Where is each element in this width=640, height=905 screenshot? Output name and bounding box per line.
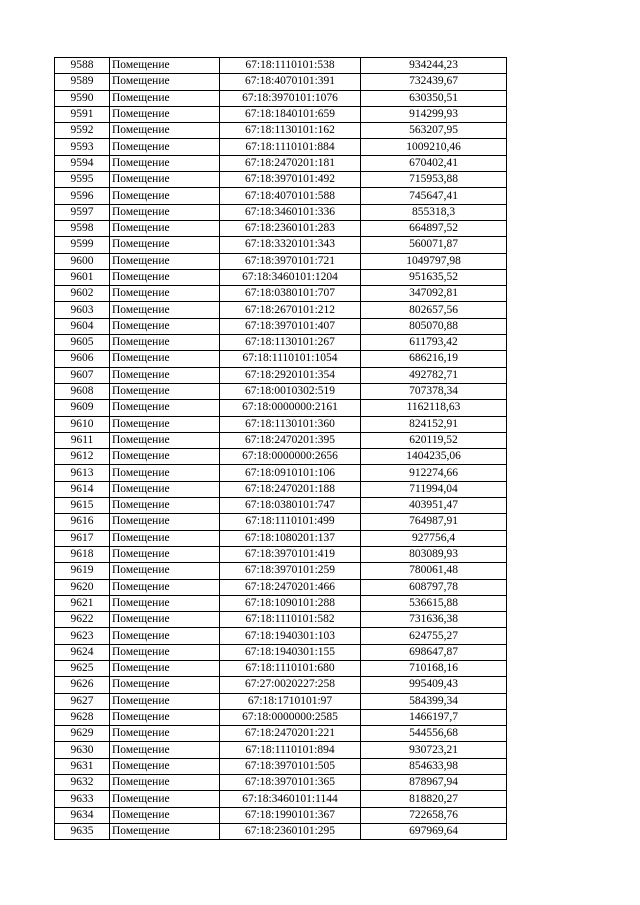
table-row xyxy=(55,514,507,530)
cadastral-number-cell: 67:18:3460101:1144 xyxy=(220,791,361,807)
cadastral-value-cell: 620119,52 xyxy=(361,432,507,448)
object-type-cell: Помещение xyxy=(110,791,220,807)
object-type-cell: Помещение xyxy=(110,139,220,155)
object-type-cell: Помещение xyxy=(110,449,220,465)
object-type-cell: Помещение xyxy=(110,563,220,579)
cadastral-number-cell: 67:18:0000000:2161 xyxy=(220,400,361,416)
cadastral-value-cell: 802657,56 xyxy=(361,302,507,318)
cadastral-value-cell: 1404235,06 xyxy=(361,449,507,465)
cadastral-number-cell: 67:18:2470201:221 xyxy=(220,726,361,742)
row-number-cell: 9591 xyxy=(55,106,110,122)
cadastral-number-cell: 67:18:2470201:188 xyxy=(220,481,361,497)
cadastral-number-cell: 67:18:2470201:181 xyxy=(220,155,361,171)
row-number-cell: 9616 xyxy=(55,514,110,530)
object-type-cell: Помещение xyxy=(110,253,220,269)
cadastral-value-cell: 347092,81 xyxy=(361,286,507,302)
cadastral-value-cell: 805070,88 xyxy=(361,318,507,334)
table-row xyxy=(55,400,507,416)
row-number-cell: 9596 xyxy=(55,188,110,204)
table-row xyxy=(55,677,507,693)
table-row xyxy=(55,498,507,514)
row-number-cell: 9628 xyxy=(55,709,110,725)
cadastral-value-cell: 722658,76 xyxy=(361,807,507,823)
object-type-cell: Помещение xyxy=(110,155,220,171)
cadastral-number-cell: 67:18:2360101:283 xyxy=(220,220,361,236)
cadastral-value-cell: 1466197,7 xyxy=(361,709,507,725)
table-row xyxy=(55,335,507,351)
cadastral-number-cell: 67:18:1110101:499 xyxy=(220,514,361,530)
object-type-cell: Помещение xyxy=(110,58,220,74)
table-row xyxy=(55,791,507,807)
row-number-cell: 9630 xyxy=(55,742,110,758)
cadastral-number-cell: 67:18:1090101:288 xyxy=(220,595,361,611)
row-number-cell: 9627 xyxy=(55,693,110,709)
row-number-cell: 9609 xyxy=(55,400,110,416)
table-row xyxy=(55,74,507,90)
object-type-cell: Помещение xyxy=(110,172,220,188)
object-type-cell: Помещение xyxy=(110,693,220,709)
object-type-cell: Помещение xyxy=(110,367,220,383)
cadastral-value-cell: 707378,34 xyxy=(361,383,507,399)
table-row xyxy=(55,742,507,758)
table-row xyxy=(55,546,507,562)
row-number-cell: 9635 xyxy=(55,823,110,839)
row-number-cell: 9617 xyxy=(55,530,110,546)
row-number-cell: 9634 xyxy=(55,807,110,823)
row-number-cell: 9594 xyxy=(55,155,110,171)
cadastral-value-cell: 711994,04 xyxy=(361,481,507,497)
row-number-cell: 9600 xyxy=(55,253,110,269)
row-number-cell: 9611 xyxy=(55,432,110,448)
object-type-cell: Помещение xyxy=(110,595,220,611)
cadastral-number-cell: 67:27:0020227:258 xyxy=(220,677,361,693)
table-row xyxy=(55,465,507,481)
cadastral-number-cell: 67:18:0010302:519 xyxy=(220,383,361,399)
row-number-cell: 9610 xyxy=(55,416,110,432)
cadastral-value-cell: 818820,27 xyxy=(361,791,507,807)
row-number-cell: 9595 xyxy=(55,172,110,188)
cadastral-value-cell: 930723,21 xyxy=(361,742,507,758)
table-row xyxy=(55,106,507,122)
object-type-cell: Помещение xyxy=(110,400,220,416)
row-number-cell: 9629 xyxy=(55,726,110,742)
object-type-cell: Помещение xyxy=(110,351,220,367)
object-type-cell: Помещение xyxy=(110,823,220,839)
cadastral-value-cell: 664897,52 xyxy=(361,220,507,236)
cadastral-number-cell: 67:18:2920101:354 xyxy=(220,367,361,383)
object-type-cell: Помещение xyxy=(110,546,220,562)
cadastral-value-cell: 731636,38 xyxy=(361,612,507,628)
cadastral-number-cell: 67:18:1710101:97 xyxy=(220,693,361,709)
row-number-cell: 9615 xyxy=(55,498,110,514)
row-number-cell: 9623 xyxy=(55,628,110,644)
cadastral-number-cell: 67:18:1080201:137 xyxy=(220,530,361,546)
table-row xyxy=(55,237,507,253)
cadastral-number-cell: 67:18:3970101:407 xyxy=(220,318,361,334)
table-row xyxy=(55,367,507,383)
table-row xyxy=(55,318,507,334)
object-type-cell: Помещение xyxy=(110,807,220,823)
row-number-cell: 9607 xyxy=(55,367,110,383)
row-number-cell: 9599 xyxy=(55,237,110,253)
row-number-cell: 9606 xyxy=(55,351,110,367)
cadastral-number-cell: 67:18:0000000:2656 xyxy=(220,449,361,465)
cadastral-number-cell: 67:18:0380101:707 xyxy=(220,286,361,302)
cadastral-number-cell: 67:18:2360101:295 xyxy=(220,823,361,839)
row-number-cell: 9621 xyxy=(55,595,110,611)
table-row xyxy=(55,286,507,302)
object-type-cell: Помещение xyxy=(110,775,220,791)
cadastral-number-cell: 67:18:2470201:466 xyxy=(220,579,361,595)
cadastral-number-cell: 67:18:1110101:538 xyxy=(220,58,361,74)
table-row xyxy=(55,563,507,579)
object-type-cell: Помещение xyxy=(110,628,220,644)
cadastral-number-cell: 67:18:1990101:367 xyxy=(220,807,361,823)
cadastral-number-cell: 67:18:3320101:343 xyxy=(220,237,361,253)
cadastral-number-cell: 67:18:3460101:1204 xyxy=(220,269,361,285)
object-type-cell: Помещение xyxy=(110,726,220,742)
row-number-cell: 9588 xyxy=(55,58,110,74)
cadastral-value-cell: 710168,16 xyxy=(361,660,507,676)
object-type-cell: Помещение xyxy=(110,742,220,758)
object-type-cell: Помещение xyxy=(110,709,220,725)
cadastral-number-cell: 67:18:1110101:894 xyxy=(220,742,361,758)
cadastral-value-cell: 854633,98 xyxy=(361,758,507,774)
table-row xyxy=(55,253,507,269)
cadastral-value-cell: 563207,95 xyxy=(361,123,507,139)
cadastral-value-cell: 536615,88 xyxy=(361,595,507,611)
table-row xyxy=(55,726,507,742)
cadastral-value-cell: 670402,41 xyxy=(361,155,507,171)
object-type-cell: Помещение xyxy=(110,758,220,774)
table-row xyxy=(55,188,507,204)
cadastral-number-cell: 67:18:1940301:155 xyxy=(220,644,361,660)
cadastral-number-cell: 67:18:3970101:365 xyxy=(220,775,361,791)
cadastral-value-cell: 914299,93 xyxy=(361,106,507,122)
cadastral-number-cell: 67:18:4070101:588 xyxy=(220,188,361,204)
table-row xyxy=(55,758,507,774)
object-type-cell: Помещение xyxy=(110,220,220,236)
row-number-cell: 9604 xyxy=(55,318,110,334)
cadastral-number-cell: 67:18:2470201:395 xyxy=(220,432,361,448)
cadastral-number-cell: 67:18:3970101:721 xyxy=(220,253,361,269)
object-type-cell: Помещение xyxy=(110,302,220,318)
object-type-cell: Помещение xyxy=(110,106,220,122)
object-type-cell: Помещение xyxy=(110,644,220,660)
cadastral-number-cell: 67:18:1130101:360 xyxy=(220,416,361,432)
cadastral-value-cell: 715953,88 xyxy=(361,172,507,188)
object-type-cell: Помещение xyxy=(110,677,220,693)
table-row xyxy=(55,579,507,595)
cadastral-number-cell: 67:18:1110101:1054 xyxy=(220,351,361,367)
cadastral-number-cell: 67:18:3970101:492 xyxy=(220,172,361,188)
table-row xyxy=(55,204,507,220)
row-number-cell: 9620 xyxy=(55,579,110,595)
row-number-cell: 9608 xyxy=(55,383,110,399)
cadastral-number-cell: 67:18:1130101:162 xyxy=(220,123,361,139)
table-row xyxy=(55,123,507,139)
cadastral-value-cell: 697969,64 xyxy=(361,823,507,839)
cadastral-value-cell: 560071,87 xyxy=(361,237,507,253)
cadastral-table xyxy=(54,57,507,840)
cadastral-value-cell: 611793,42 xyxy=(361,335,507,351)
row-number-cell: 9601 xyxy=(55,269,110,285)
table-body xyxy=(55,58,507,840)
table-row xyxy=(55,302,507,318)
table-row xyxy=(55,595,507,611)
table-row xyxy=(55,269,507,285)
cadastral-number-cell: 67:18:3460101:336 xyxy=(220,204,361,220)
cadastral-number-cell: 67:18:1130101:267 xyxy=(220,335,361,351)
table-row xyxy=(55,90,507,106)
row-number-cell: 9598 xyxy=(55,220,110,236)
table-row xyxy=(55,660,507,676)
cadastral-number-cell: 67:18:0380101:747 xyxy=(220,498,361,514)
cadastral-value-cell: 745647,41 xyxy=(361,188,507,204)
table-row xyxy=(55,220,507,236)
table-row xyxy=(55,775,507,791)
cadastral-value-cell: 951635,52 xyxy=(361,269,507,285)
cadastral-value-cell: 855318,3 xyxy=(361,204,507,220)
cadastral-value-cell: 803089,93 xyxy=(361,546,507,562)
object-type-cell: Помещение xyxy=(110,318,220,334)
table-row xyxy=(55,530,507,546)
row-number-cell: 9624 xyxy=(55,644,110,660)
cadastral-number-cell: 67:18:1110101:582 xyxy=(220,612,361,628)
row-number-cell: 9633 xyxy=(55,791,110,807)
object-type-cell: Помещение xyxy=(110,481,220,497)
object-type-cell: Помещение xyxy=(110,74,220,90)
table-row xyxy=(55,416,507,432)
row-number-cell: 9603 xyxy=(55,302,110,318)
object-type-cell: Помещение xyxy=(110,612,220,628)
row-number-cell: 9625 xyxy=(55,660,110,676)
row-number-cell: 9613 xyxy=(55,465,110,481)
object-type-cell: Помещение xyxy=(110,465,220,481)
cadastral-value-cell: 624755,27 xyxy=(361,628,507,644)
cadastral-number-cell: 67:18:4070101:391 xyxy=(220,74,361,90)
table-row xyxy=(55,823,507,839)
object-type-cell: Помещение xyxy=(110,514,220,530)
table-row xyxy=(55,172,507,188)
cadastral-value-cell: 608797,78 xyxy=(361,579,507,595)
object-type-cell: Помещение xyxy=(110,123,220,139)
object-type-cell: Помещение xyxy=(110,188,220,204)
cadastral-value-cell: 995409,43 xyxy=(361,677,507,693)
object-type-cell: Помещение xyxy=(110,530,220,546)
object-type-cell: Помещение xyxy=(110,383,220,399)
cadastral-number-cell: 67:18:1840101:659 xyxy=(220,106,361,122)
table-row xyxy=(55,383,507,399)
cadastral-number-cell: 67:18:3970101:419 xyxy=(220,546,361,562)
cadastral-number-cell: 67:18:0000000:2585 xyxy=(220,709,361,725)
cadastral-value-cell: 1009210,46 xyxy=(361,139,507,155)
table-row xyxy=(55,693,507,709)
cadastral-value-cell: 934244,23 xyxy=(361,58,507,74)
cadastral-value-cell: 686216,19 xyxy=(361,351,507,367)
row-number-cell: 9626 xyxy=(55,677,110,693)
row-number-cell: 9612 xyxy=(55,449,110,465)
row-number-cell: 9622 xyxy=(55,612,110,628)
row-number-cell: 9590 xyxy=(55,90,110,106)
row-number-cell: 9602 xyxy=(55,286,110,302)
table-row xyxy=(55,644,507,660)
object-type-cell: Помещение xyxy=(110,579,220,595)
table-row xyxy=(55,58,507,74)
table-row xyxy=(55,432,507,448)
object-type-cell: Помещение xyxy=(110,660,220,676)
cadastral-number-cell: 67:18:1110101:884 xyxy=(220,139,361,155)
object-type-cell: Помещение xyxy=(110,335,220,351)
table-row xyxy=(55,807,507,823)
table-row xyxy=(55,628,507,644)
object-type-cell: Помещение xyxy=(110,416,220,432)
table-row xyxy=(55,351,507,367)
cadastral-value-cell: 544556,68 xyxy=(361,726,507,742)
object-type-cell: Помещение xyxy=(110,90,220,106)
object-type-cell: Помещение xyxy=(110,432,220,448)
cadastral-number-cell: 67:18:3970101:1076 xyxy=(220,90,361,106)
object-type-cell: Помещение xyxy=(110,204,220,220)
cadastral-number-cell: 67:18:3970101:505 xyxy=(220,758,361,774)
table-row xyxy=(55,449,507,465)
row-number-cell: 9589 xyxy=(55,74,110,90)
row-number-cell: 9597 xyxy=(55,204,110,220)
cadastral-number-cell: 67:18:2670101:212 xyxy=(220,302,361,318)
cadastral-value-cell: 698647,87 xyxy=(361,644,507,660)
cadastral-number-cell: 67:18:1940301:103 xyxy=(220,628,361,644)
object-type-cell: Помещение xyxy=(110,269,220,285)
table-row xyxy=(55,612,507,628)
row-number-cell: 9605 xyxy=(55,335,110,351)
cadastral-value-cell: 780061,48 xyxy=(361,563,507,579)
row-number-cell: 9631 xyxy=(55,758,110,774)
cadastral-value-cell: 403951,47 xyxy=(361,498,507,514)
cadastral-value-cell: 912274,66 xyxy=(361,465,507,481)
row-number-cell: 9593 xyxy=(55,139,110,155)
cadastral-number-cell: 67:18:3970101:259 xyxy=(220,563,361,579)
cadastral-value-cell: 927756,4 xyxy=(361,530,507,546)
row-number-cell: 9592 xyxy=(55,123,110,139)
row-number-cell: 9619 xyxy=(55,563,110,579)
row-number-cell: 9632 xyxy=(55,775,110,791)
cadastral-value-cell: 878967,94 xyxy=(361,775,507,791)
cadastral-value-cell: 1162118,63 xyxy=(361,400,507,416)
row-number-cell: 9618 xyxy=(55,546,110,562)
table-row xyxy=(55,481,507,497)
cadastral-number-cell: 67:18:1110101:680 xyxy=(220,660,361,676)
cadastral-value-cell: 630350,51 xyxy=(361,90,507,106)
row-number-cell: 9614 xyxy=(55,481,110,497)
object-type-cell: Помещение xyxy=(110,498,220,514)
cadastral-value-cell: 1049797,98 xyxy=(361,253,507,269)
cadastral-value-cell: 764987,91 xyxy=(361,514,507,530)
cadastral-number-cell: 67:18:0910101:106 xyxy=(220,465,361,481)
cadastral-value-cell: 584399,34 xyxy=(361,693,507,709)
object-type-cell: Помещение xyxy=(110,237,220,253)
table-row xyxy=(55,139,507,155)
table-row xyxy=(55,155,507,171)
cadastral-value-cell: 492782,71 xyxy=(361,367,507,383)
object-type-cell: Помещение xyxy=(110,286,220,302)
table-row xyxy=(55,709,507,725)
cadastral-value-cell: 824152,91 xyxy=(361,416,507,432)
cadastral-value-cell: 732439,67 xyxy=(361,74,507,90)
